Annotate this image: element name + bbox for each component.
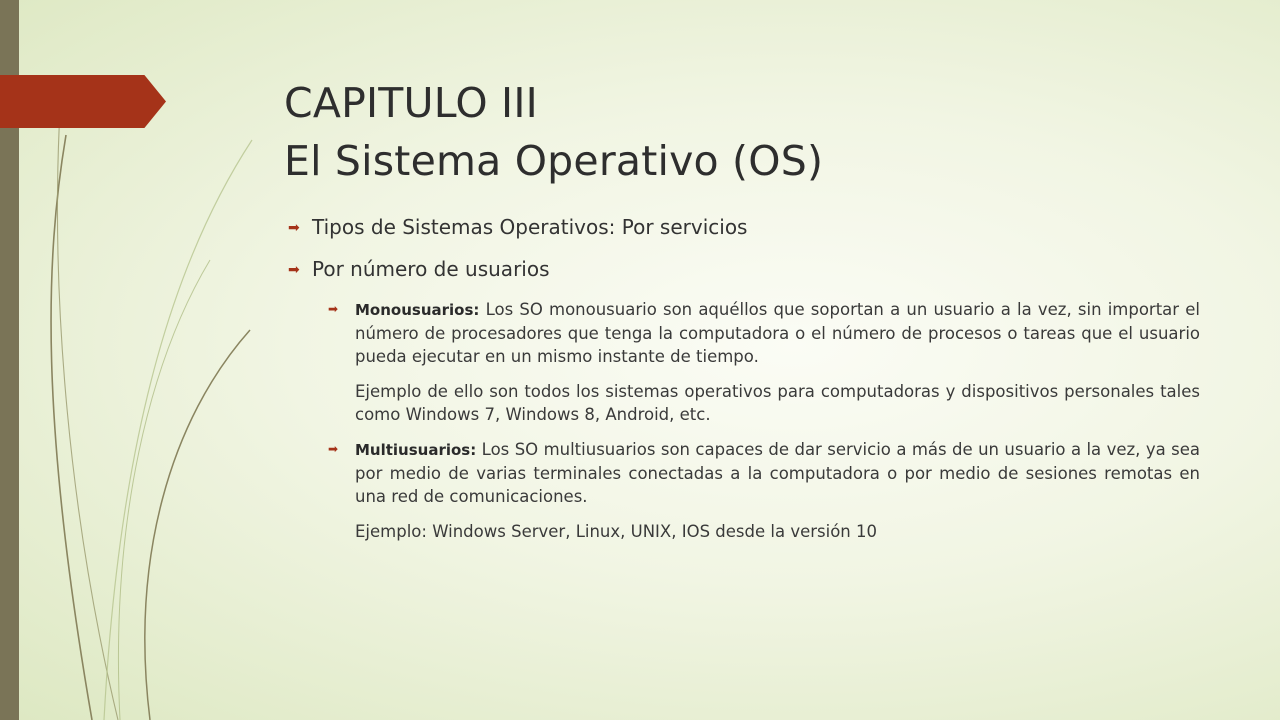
example-multiusuarios: Ejemplo: Windows Server, Linux, UNIX, IOS desde la versión 10 — [355, 522, 877, 541]
title-accent-arrow — [0, 75, 166, 128]
bullet-text: Por número de usuarios — [312, 257, 550, 281]
arrow-right-icon: ➡ — [328, 302, 339, 316]
bullet-text: Tipos de Sistemas Operativos: Por servicios — [312, 215, 748, 239]
slide-title — [284, 74, 1184, 190]
title-line-2: El Sistema Operativo (OS) — [284, 137, 824, 185]
sub-bullets — [328, 298, 1200, 543]
title-line-1: CAPITULO III — [284, 79, 538, 127]
arrow-right-icon: ➡ — [288, 262, 300, 278]
term-multiusuarios: Multiusuarios: — [355, 441, 477, 459]
sub-bullet-monousuarios — [328, 298, 1200, 368]
bullet-tipos — [288, 214, 1200, 240]
arrow-right-icon: ➡ — [288, 220, 300, 236]
definition-multiusuarios: Los SO multiusuarios son capaces de dar servicio a más de un usuario a la vez, ya sea por medio de varias terminales conectadas a la computadora o por medio de sesiones remotas en una red de comunicaciones. — [355, 440, 1200, 506]
bullet-por-numero — [288, 256, 1200, 282]
sub-bullet-multiusuarios — [328, 438, 1200, 508]
definition-monousuarios: Los SO monousuario son aquéllos que soportan a un usuario a la vez, sin importar el número de procesadores que tenga la computadora o el número de procesos o tareas que el usuario pueda ejecutar en un mismo instante de tiempo. — [355, 300, 1200, 366]
example-monousuarios: Ejemplo de ello son todos los sistemas operativos para computadoras y dispositivos personales tales como Windows 7, Windows 8, Android, etc. — [355, 382, 1200, 424]
arrow-right-icon: ➡ — [328, 442, 339, 456]
term-monousuarios: Monousuarios: — [355, 301, 480, 319]
slide-content — [288, 214, 1200, 543]
